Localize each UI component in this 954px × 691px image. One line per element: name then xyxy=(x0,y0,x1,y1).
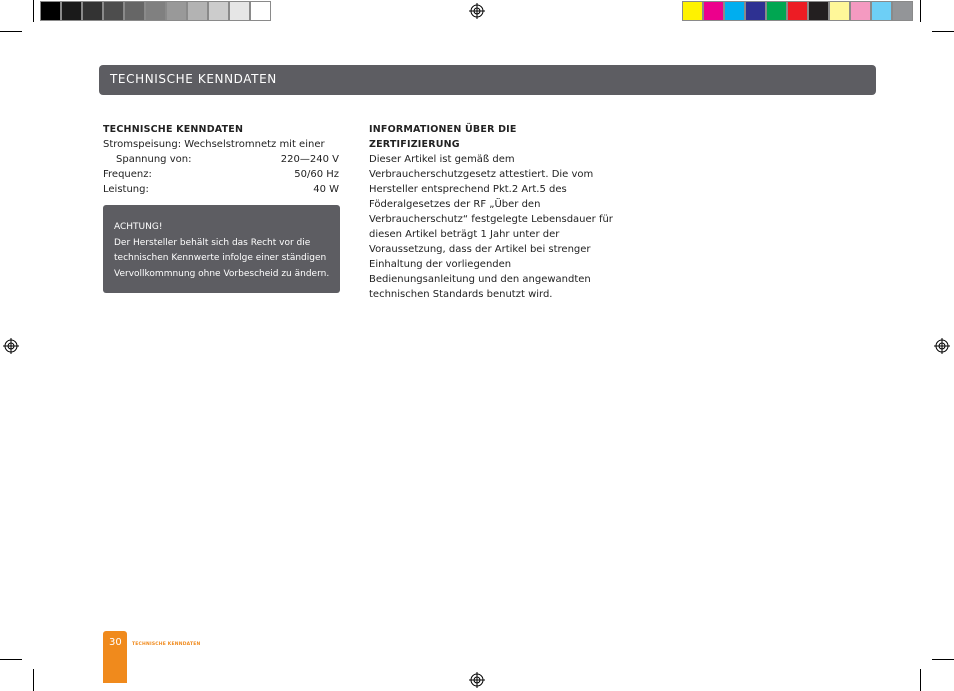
calibration-swatch xyxy=(892,1,913,21)
warning-note xyxy=(103,205,340,293)
spec-label: Leistung: xyxy=(103,184,149,195)
calibration-swatch xyxy=(745,1,766,21)
section-header xyxy=(99,65,876,95)
spec-row xyxy=(103,167,339,182)
calibration-swatch xyxy=(61,1,82,21)
calibration-swatch xyxy=(103,1,124,21)
certification-line: Dieser Artikel ist gemäß dem xyxy=(369,154,515,165)
calibration-swatch xyxy=(724,1,745,21)
certification-line: Einhaltung der vorliegenden xyxy=(369,259,512,270)
footer-section-label: TECHNISCHE KENNDATEN xyxy=(132,642,201,647)
crop-mark xyxy=(33,669,34,691)
supply-label: Stromspeisung: Wechselstromnetz mit einer xyxy=(103,139,325,150)
calibration-swatch xyxy=(40,1,61,21)
registration-mark-icon xyxy=(3,338,19,354)
warning-line: Vervollkommnung ohne Vorbescheid zu ändern. xyxy=(114,268,330,279)
crop-mark xyxy=(932,31,954,32)
calibration-swatch xyxy=(187,1,208,21)
spec-row xyxy=(103,152,339,167)
spec-value: 220—240 V xyxy=(280,154,339,165)
calibration-swatch xyxy=(703,1,724,21)
crop-mark xyxy=(0,31,22,32)
spec-value: 50/60 Hz xyxy=(294,169,339,180)
warning-title: ACHTUNG! xyxy=(114,222,163,232)
spec-value: 40 W xyxy=(313,184,339,195)
page-number: 30 xyxy=(109,637,122,648)
calibration-swatch xyxy=(208,1,229,21)
calibration-swatch xyxy=(145,1,166,21)
section-title: TECHNISCHE KENNDATEN xyxy=(110,72,277,86)
specs-heading: TECHNISCHE KENNDATEN xyxy=(103,124,244,135)
registration-mark-icon xyxy=(469,672,485,688)
certification-line: Verbraucherschutz“ festgelegte Lebensdauer für xyxy=(369,214,613,225)
warning-line: technischen Kennwerte infolge einer ständigen xyxy=(114,253,327,263)
registration-mark-icon xyxy=(934,338,950,354)
spec-label: Frequenz: xyxy=(103,169,152,180)
calibration-swatch xyxy=(166,1,187,21)
calibration-swatch xyxy=(787,1,808,21)
calibration-swatch xyxy=(124,1,145,21)
warning-line: Der Hersteller behält sich das Recht vor die xyxy=(114,237,311,248)
certification-line: diesen Artikel beträgt 1 Jahr unter der xyxy=(369,229,560,240)
calibration-swatch xyxy=(82,1,103,21)
certification-line: technischen Standards benutzt wird. xyxy=(369,289,553,300)
calibration-swatch xyxy=(766,1,787,21)
certification-heading: INFORMATIONEN ÜBER DIE ZERTIFIZIERUNG xyxy=(369,124,517,150)
specs-section xyxy=(103,122,339,197)
calibration-swatch xyxy=(229,1,250,21)
crop-mark xyxy=(920,0,921,22)
registration-mark-icon xyxy=(469,3,485,19)
certification-line: Hersteller entsprechend Pkt.2 Art.5 des xyxy=(369,184,567,195)
calibration-swatch xyxy=(871,1,892,21)
spec-row xyxy=(103,182,339,197)
calibration-swatch xyxy=(829,1,850,21)
crop-mark xyxy=(33,0,34,22)
certification-line: Föderalgesetzes der RF „Über den xyxy=(369,199,541,210)
calibration-swatch xyxy=(250,1,271,21)
certification-line: Voraussetzung, dass der Artikel bei strenger xyxy=(369,244,591,255)
calibration-swatch xyxy=(682,1,703,21)
crop-mark xyxy=(0,659,22,660)
crop-mark xyxy=(920,669,921,691)
calibration-swatch xyxy=(808,1,829,21)
certification-line: Bedienungsanleitung und den angewandten xyxy=(369,274,591,285)
spec-label: Spannung von: xyxy=(116,154,192,165)
crop-mark xyxy=(932,659,954,660)
calibration-swatch xyxy=(850,1,871,21)
certification-section xyxy=(369,122,613,302)
certification-line: Verbraucherschutzgesetz attestiert. Die vom xyxy=(369,169,594,180)
